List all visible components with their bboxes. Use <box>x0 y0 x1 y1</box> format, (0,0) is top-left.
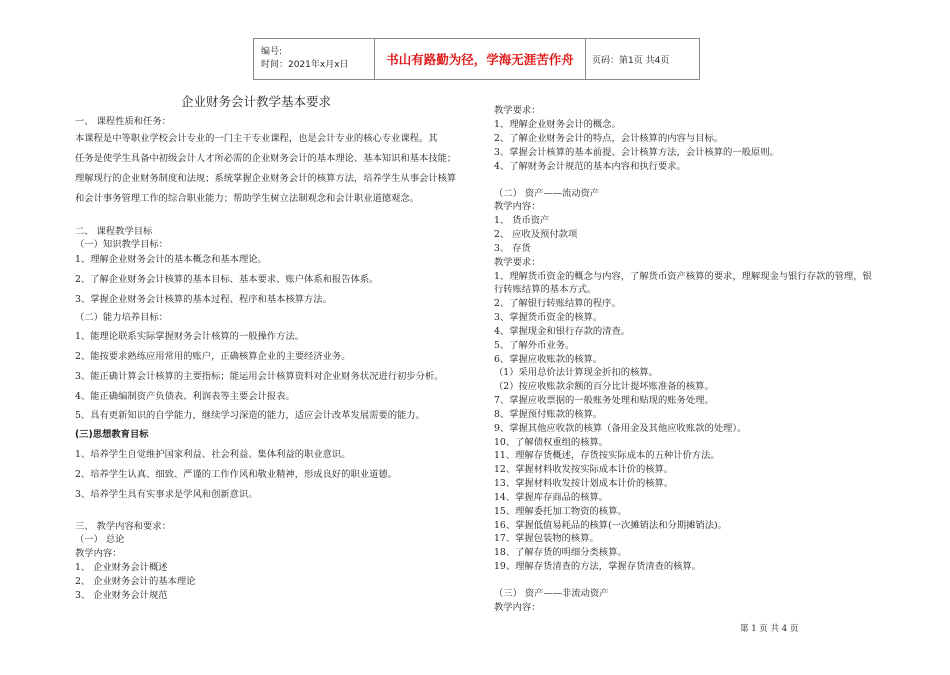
time-label: 时间：2021年x月x日 <box>261 60 349 70</box>
right-line: （2）按应收账款余额的百分比计提坏账准备的核算。 <box>494 381 714 392</box>
right-line: （三） 资产——非流动资产 <box>494 588 609 599</box>
left-line: 本课程是中等职业学校会计专业的一门主干专业课程，也是会计专业的核心专业课程。其 <box>75 133 438 144</box>
right-line: 19、理解存货清查的方法，掌握存货清查的核算。 <box>494 561 702 572</box>
left-line: （一）知识教学目标： <box>75 239 168 250</box>
left-line: 2、培养学生认真、细致、严谨的工作作风和敬业精神，形成良好的职业道德。 <box>75 469 398 480</box>
left-line: 2、 企业财务会计的基本理论 <box>75 576 196 587</box>
right-line: 教学要求： <box>494 257 541 268</box>
left-line: 三、 教学内容和要求： <box>75 521 171 532</box>
document-title: 企业财务会计教学基本要求 <box>181 94 332 109</box>
left-line: 和会计事务管理工作的综合职业能力；帮助学生树立法制观念和会计职业道德观念。 <box>75 193 419 204</box>
serial-label: 编号: <box>261 47 283 57</box>
right-line: 行转账结算的基本方式。 <box>494 284 597 295</box>
right-line: 8、掌握预付账款的核算。 <box>494 409 603 420</box>
right-line: 2、了解银行转账结算的程序。 <box>494 298 621 309</box>
right-line: 11、理解存货概述，存货按实际成本的五种计价方法。 <box>494 450 720 461</box>
left-line: 3、掌握企业财务会计核算的基本过程、程序和基本核算方法。 <box>75 294 332 305</box>
header-meta-cell <box>254 39 375 79</box>
right-line: 16、掌握低值易耗品的核算(一次摊销法和分期摊销法)。 <box>494 520 727 531</box>
left-line: 5、具有更新知识的自学能力，继续学习深造的能力，适应会计改革发展需要的能力。 <box>75 410 425 421</box>
right-line: 18、了解存货的明细分类核算。 <box>494 547 627 558</box>
left-line: 1、培养学生自觉维护国家利益、社会利益、集体利益的职业意识。 <box>75 449 351 460</box>
right-line: 9、掌握其他应收款的核算（备用金及其他应收账款的处理）。 <box>494 423 747 434</box>
left-line: 一、 课程性质和任务： <box>75 116 171 127</box>
right-line: 1、 货币资产 <box>494 215 550 226</box>
left-line: 1、 企业财务会计概述 <box>75 562 168 573</box>
left-line: （二）能力培养目标： <box>75 312 168 323</box>
right-line: 5、了解外币业务。 <box>494 340 575 351</box>
right-line: 2、了解企业财务会计的特点，会计核算的内容与目标。 <box>494 133 724 144</box>
right-line: 13、掌握材料收发按计划成本计价的核算。 <box>494 478 674 489</box>
right-line: 15、理解委托加工物资的核算。 <box>494 506 627 517</box>
right-line: （二） 资产——流动资产 <box>494 188 600 199</box>
right-line: 7、掌握应收票据的一般账务处理和贴现的账务处理。 <box>494 395 714 406</box>
page-footer: 第 1 页 共 4 页 <box>740 624 799 634</box>
left-line: 2、了解企业财务会计核算的基本目标、基本要求、账户体系和报告体系。 <box>75 274 379 285</box>
right-line: 3、掌握货币资金的核算。 <box>494 312 603 323</box>
left-line: 教学内容： <box>75 548 122 559</box>
right-line: 教学内容： <box>494 201 541 212</box>
left-line: 4、能正确编制资产负债表、利润表等主要会计报表。 <box>75 391 295 402</box>
right-line: 12、掌握材料收发按实际成本计价的核算。 <box>494 464 674 475</box>
motto-text: 书山有路勤为径，学海无涯苦作舟 <box>375 39 586 79</box>
page-header-table <box>253 38 700 80</box>
left-line: （一） 总论 <box>75 534 125 545</box>
left-line: 任务是使学生具备中初级会计人才所必需的企业财务会计的基本理论、基本知识和基本技能； <box>75 153 457 164</box>
right-line: 10、了解债权重组的核算。 <box>494 437 609 448</box>
page-indicator: 页码：第1页 共4页 <box>592 55 670 66</box>
left-line: 3、 企业财务会计规范 <box>75 590 168 601</box>
left-line: 2、能按要求熟练应用常用的账户，正确核算企业的主要经济业务。 <box>75 351 351 362</box>
left-line: 1、能理论联系实际掌握财务会计核算的一般操作方法。 <box>75 331 305 342</box>
right-line: 4、了解财务会计规范的基本内容和执行要求。 <box>494 161 686 172</box>
left-line: 理解现行的企业财务制度和法规；系统掌握企业财务会计的核算方法，培养学生从事会计核算 <box>75 173 457 184</box>
right-line: 教学内容： <box>494 602 541 613</box>
right-line: 教学要求： <box>494 105 541 116</box>
right-line: 2、 应收及预付款项 <box>494 229 578 240</box>
right-line: 14、掌握库存商品的核算。 <box>494 492 609 503</box>
right-line: 1、理解企业财务会计的概念。 <box>494 119 621 130</box>
right-line: 3、掌握会计核算的基本前提、会计核算方法，会计核算的一般原则。 <box>494 147 779 158</box>
right-line: 4、掌握现金和银行存款的清查。 <box>494 326 631 337</box>
right-line: 3、 存货 <box>494 243 531 254</box>
right-line: （1）采用总价法计算现金折扣的核算。 <box>494 367 658 378</box>
right-line: 1、理解货币资金的概念与内容，了解货币资产核算的要求，理解现金与银行存款的管理，银 <box>494 271 872 282</box>
section-heading-moral: (三)思想教育目标 <box>75 429 149 440</box>
left-line: 3、能正确计算会计核算的主要指标；能运用会计核算资料对企业财务状况进行初步分析。 <box>75 371 444 382</box>
left-line: 二、 课程教学目标 <box>75 226 153 237</box>
right-line: 17、掌握包装物的核算。 <box>494 533 599 544</box>
left-line: 1、理解企业财务会计的基本概念和基本理论。 <box>75 254 267 265</box>
left-line: 3、培养学生具有实事求是学风和创新意识。 <box>75 489 258 500</box>
right-line: 6、掌握应收账款的核算。 <box>494 354 603 365</box>
